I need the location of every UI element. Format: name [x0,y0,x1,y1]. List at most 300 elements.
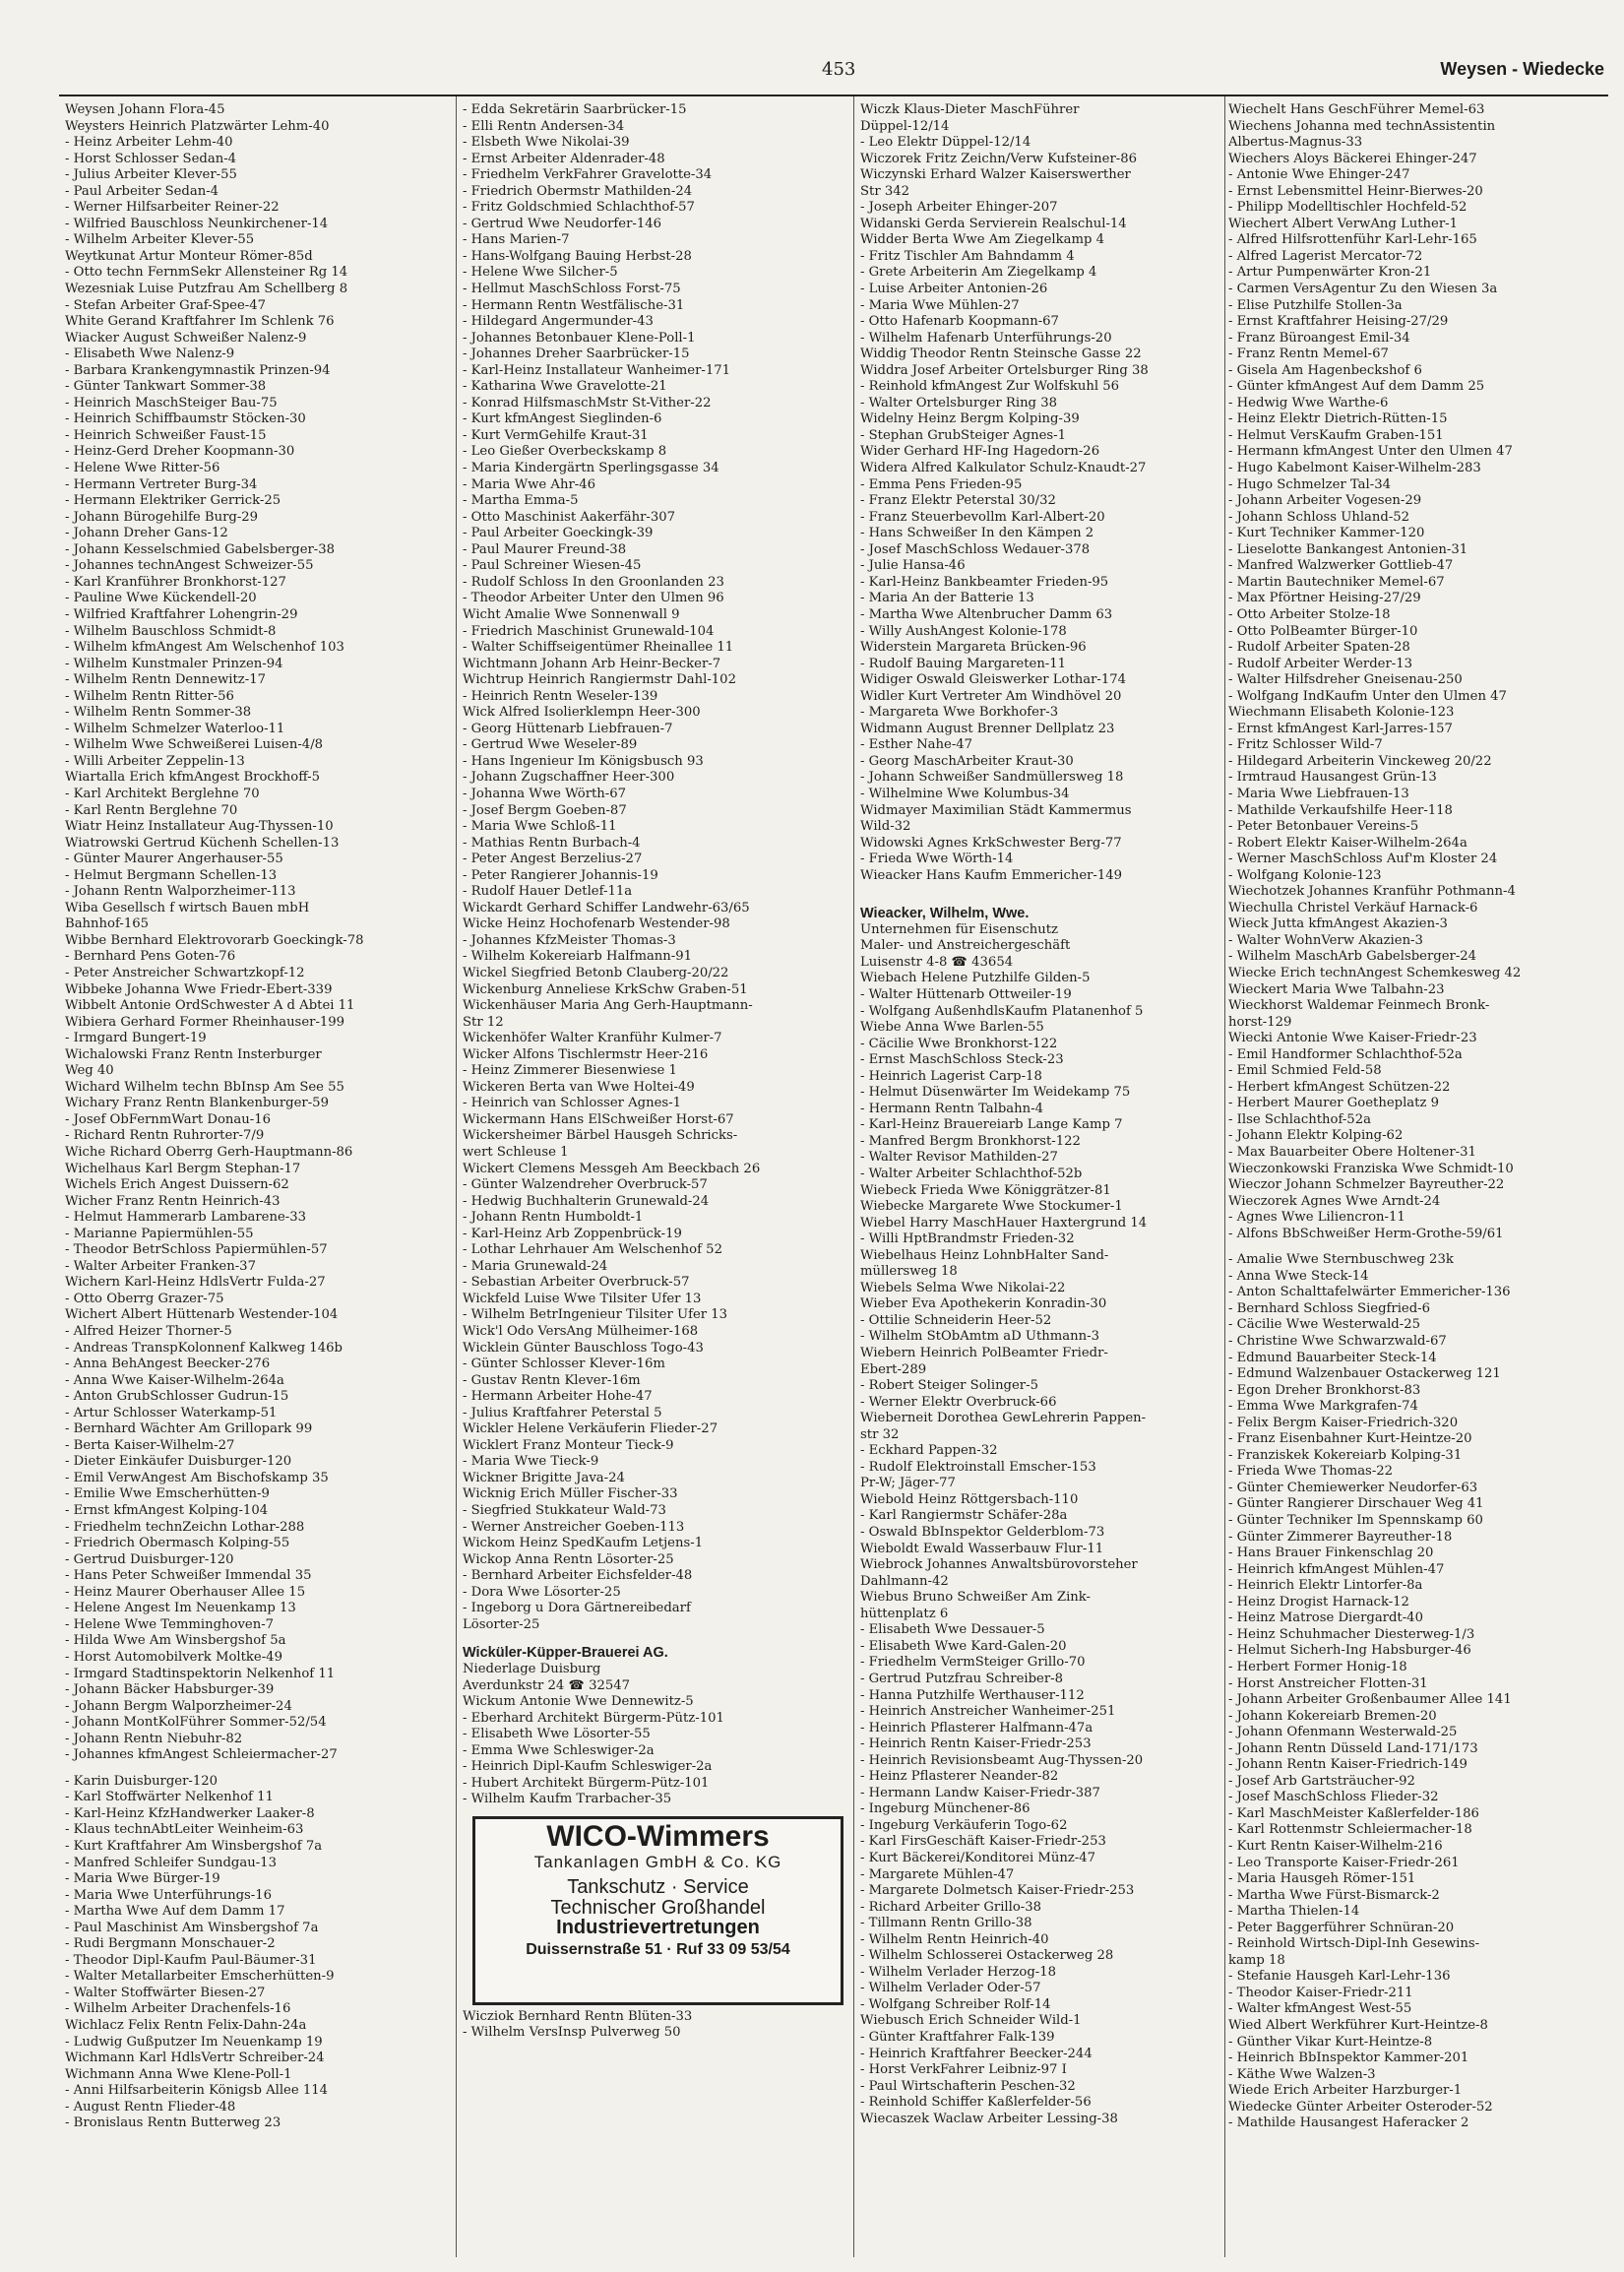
directory-entry: - Alfred Lagerist Mercator-72 [1228,248,1423,264]
directory-entry: - Hedwig Wwe Warthe-6 [1228,395,1389,410]
directory-entry: Wickardt Gerhard Schiffer Landwehr-63/65 [463,900,750,915]
directory-entry: - Helene Wwe Silcher-5 [463,265,618,281]
directory-entry: - Theodor Dipl-Kaufm Paul-Bäumer-31 [65,1952,317,1968]
directory-entry: - Hermann Vertreter Burg-34 [65,476,258,492]
directory-entry: - Antonie Wwe Ehinger-247 [1228,167,1410,183]
directory-entry: - Emil Schmied Feld-58 [1228,1063,1382,1079]
directory-entry: - Helene Wwe Temminghoven-7 [65,1616,275,1632]
directory-entry: - Helmut Düsenwärter Im Weidekamp 75 [860,1085,1131,1101]
directory-entry: Wiebe Anna Wwe Barlen-55 [860,1020,1044,1036]
directory-entry: - Werner Elektr Overbruck-66 [860,1394,1057,1410]
directory-entry: - Johann Bäcker Habsburger-39 [65,1682,275,1698]
directory-entry: - Lieselotte Bankangest Antonien-31 [1228,541,1468,557]
directory-entry: - Stefanie Hausgeh Karl-Lehr-136 [1228,1969,1451,1985]
directory-entry: - Eberhard Architekt Bürgerm-Pütz-101 [463,1710,724,1726]
directory-entry: Unternehmen für Eisenschutz [860,921,1058,937]
directory-entry: - Kurt Kraftfahrer Am Winsbergshof 7a [65,1838,323,1854]
directory-entry: - Ernst kfmAngest Kolping-104 [65,1503,269,1519]
directory-entry: - Emma Wwe Schleswiger-2a [463,1742,655,1758]
directory-entry: - Richard Arbeiter Grillo-38 [860,1899,1042,1915]
directory-entry: Weysters Heinrich Platzwärter Lehm-40 [65,118,330,134]
directory-entry: - Carmen VersAgentur Zu den Wiesen 3a [1228,282,1498,297]
directory-entry: - Karl-Heinz Brauereiarb Lange Kamp 7 [860,1117,1123,1133]
directory-entry: - Martha Thielen-14 [1228,1904,1360,1920]
directory-entry: - Hans-Wolfgang Bauing Herbst-28 [463,248,692,264]
directory-entry: Widelny Heinz Bergm Kolping-39 [860,411,1080,427]
directory-entry: Wichtrup Heinrich Rangiermstr Dahl-102 [463,672,736,688]
directory-entry: - Margarete Mühlen-47 [860,1866,1015,1882]
directory-entry: - Günther Vikar Kurt-Heintze-8 [1228,2034,1433,2050]
directory-entry: Wichlacz Felix Rentn Felix-Dahn-24a [65,2017,307,2033]
column-divider [853,96,854,2257]
directory-entry: - Heinz Schuhmacher Diesterweg-1/3 [1228,1626,1475,1642]
directory-entry: - Anna Wwe Steck-14 [1228,1268,1369,1284]
directory-entry: - Paul Maschinist Am Winsbergshof 7a [65,1920,319,1935]
directory-entry: Wied Albert Werkführer Kurt-Heintze-8 [1228,2017,1488,2033]
directory-entry: - Wilhelm Bauschloss Schmidt-8 [65,623,277,639]
directory-entry: - Horst Schlosser Sedan-4 [65,151,237,166]
directory-entry: - Gertrud Wwe Weseler-89 [463,737,638,753]
directory-entry: - Paul Maurer Freund-38 [463,541,627,557]
directory-entry: - August Rentn Flieder-48 [65,2099,236,2114]
directory-entry: Wicziok Bernhard Rentn Blüten-33 [463,2008,693,2024]
directory-entry: - Irmgard Stadtinspektorin Nelkenhof 11 [65,1666,336,1681]
directory-entry: - Wolfgang Kolonie-123 [1228,867,1382,883]
directory-entry: - Gertrud Duisburger-120 [65,1551,234,1567]
directory-entry: - Hermann Landw Kaiser-Friedr-387 [860,1785,1100,1800]
directory-entry: Wieckhorst Waldemar Feinmech Bronk- [1228,998,1490,1014]
directory-entry: Wickop Anna Rentn Lösorter-25 [463,1551,674,1567]
directory-column-1 [65,102,451,2132]
directory-entry: Wibbe Bernhard Elektrovorarb Goeckingk-78 [65,932,364,948]
directory-entry: - Alfons BbSchweißer Herm-Grothe-59/61 [1228,1226,1504,1241]
directory-entry: - Heinrich Schweißer Faust-15 [65,427,267,443]
directory-entry: - Günter Walzendreher Overbruck-57 [463,1177,708,1193]
directory-entry: - Walter Hüttenarb Ottweiler-19 [860,986,1072,1002]
directory-entry: - Josef ObFernmWart Donau-16 [65,1111,271,1127]
directory-entry: - Elisabeth Wwe Kard-Galen-20 [860,1638,1067,1654]
directory-entry: - Hildegard Angermunder-43 [463,314,654,330]
directory-entry: Wiartalla Erich kfmAngest Brockhoff-5 [65,770,320,786]
directory-entry: Wickermann Hans ElSchweißer Horst-67 [463,1111,734,1127]
directory-entry: - Heinz Drogist Harnack-12 [1228,1594,1409,1609]
running-title: Weysen - Wiedecke [1440,59,1604,79]
directory-entry: - Bernhard Schloss Siegfried-6 [1228,1300,1431,1316]
directory-entry: - Maria Grunewald-24 [463,1258,608,1274]
directory-entry: - Theodor Arbeiter Unter den Ulmen 96 [463,591,724,606]
directory-entry: - Elli Rentn Andersen-34 [463,118,625,134]
directory-entry: - Rudolf Arbeiter Werder-13 [1228,656,1413,671]
directory-entry: - Johann Rentn Humboldt-1 [463,1210,644,1226]
directory-entry: Wiebecke Margarete Wwe Stockumer-1 [860,1199,1123,1215]
directory-entry: Maler- und Anstreichergeschäft [860,938,1071,954]
directory-entry: Widowski Agnes KrkSchwester Berg-77 [860,835,1122,851]
directory-entry: Widler Kurt Vertreter Am Windhövel 20 [860,688,1122,704]
directory-entry: Wieberneit Dorothea GewLehrerin Pappen- [860,1411,1147,1426]
directory-entry: - Richard Rentn Ruhrorter-7/9 [65,1128,265,1144]
directory-entry: - Walter Hilfsdreher Gneisenau-250 [1228,672,1463,688]
directory-entry: - Heinz Pflasterer Neander-82 [860,1769,1059,1785]
directory-entry: - Günter Schlosser Klever-16m [463,1357,665,1372]
directory-entry: - Johann Bürogehilfe Burg-29 [65,509,259,525]
directory-entry: Wiechotzek Johannes Kranführ Pothmann-4 [1228,884,1516,900]
directory-entry: - Horst Automobilverk Moltke-49 [65,1649,282,1665]
directory-entry: - Rudolf Elektroinstall Emscher-153 [860,1459,1096,1475]
ad-agency-line: Industrievertretungen [556,1917,760,1939]
directory-entry: - Elisabeth Wwe Dessauer-5 [860,1622,1045,1638]
directory-entry: - Lothar Lehrhauer Am Welschenhof 52 [463,1242,722,1258]
directory-entry: - Maria Hausgeh Römer-151 [1228,1871,1416,1887]
directory-entry: - Mathias Rentn Burbach-4 [463,835,641,851]
directory-entry: Wiebel Harry MaschHauer Haxtergrund 14 [860,1215,1148,1231]
directory-entry: - Hermann Rentn Talbahn-4 [860,1101,1044,1116]
directory-entry: - Artur Schlosser Waterkamp-51 [65,1405,278,1420]
directory-entry: - Ludwig Gußputzer Im Neuenkamp 19 [65,2034,323,2050]
directory-entry: - Heinrich van Schlosser Agnes-1 [463,1096,682,1111]
directory-entry: - Heinrich Pflasterer Halfmann-47a [860,1720,1093,1736]
directory-entry: Wickum Antonie Wwe Dennewitz-5 [463,1694,694,1710]
directory-entry: - Reinhold Wirtsch-Dipl-Inh Gesewins- [1228,1936,1480,1952]
directory-entry: - Peter Anstreicher Schwartzkopf-12 [65,965,305,980]
directory-entry: Str 12 [463,1014,504,1030]
directory-entry: - Heinrich Schiffbaumstr Stöcken-30 [65,411,306,427]
directory-entry: - Johann MontKolFührer Sommer-52/54 [65,1715,327,1731]
directory-entry: Wiba Gesellsch f wirtsch Bauen mbH [65,900,310,915]
directory-entry: wert Schleuse 1 [463,1145,569,1160]
directory-entry: Wiede Erich Arbeiter Harzburger-1 [1228,2083,1463,2099]
directory-entry: - Helene Angest Im Neuenkamp 13 [65,1601,296,1616]
directory-entry: - Dieter Einkäufer Duisburger-120 [65,1454,292,1470]
directory-entry: - Heinz Maurer Oberhauser Allee 15 [65,1584,306,1600]
directory-entry: - Josef MaschSchloss Wedauer-378 [860,541,1091,557]
directory-entry: - Kurt Rentn Kaiser-Wilhelm-216 [1228,1838,1443,1854]
directory-entry: - Werner MaschSchloss Auf'm Kloster 24 [1228,852,1498,867]
directory-entry: Wickner Brigitte Java-24 [463,1470,625,1485]
directory-entry: Wieczonkowski Franziska Wwe Schmidt-10 [1228,1161,1514,1176]
directory-entry: Wiedecke Günter Arbeiter Osteroder-52 [1228,2099,1493,2114]
directory-entry: Wiczynski Erhard Walzer Kaiserswerther [860,167,1131,183]
directory-entry: - Heinz Elektr Dietrich-Rütten-15 [1228,411,1448,427]
directory-entry: - Karl Architekt Berglehne 70 [65,786,260,801]
directory-entry: - Fritz Tischler Am Bahndamm 4 [860,248,1075,264]
directory-entry: - Heinrich Revisionsbeamt Aug-Thyssen-20 [860,1752,1144,1768]
directory-entry: Wichelhaus Karl Bergm Stephan-17 [65,1161,301,1176]
directory-entry: - Karin Duisburger-120 [65,1773,219,1789]
directory-entry: Bahnhof-165 [65,916,150,932]
directory-entry: - Karl FirsGeschäft Kaiser-Friedr-253 [860,1834,1106,1850]
directory-entry: - Joseph Arbeiter Ehinger-207 [860,200,1058,216]
directory-entry: - Otto techn FernmSekr Allensteiner Rg 14 [65,265,348,281]
directory-entry: - Ottilie Schneiderin Heer-52 [860,1312,1052,1328]
page-number: 453 [822,59,856,80]
directory-entry: - Johann Zugschaffner Heer-300 [463,770,675,786]
directory-entry: - Klaus technAbtLeiter Weinheim-63 [65,1822,304,1838]
directory-entry: Albertus-Magnus-33 [1228,135,1363,151]
directory-entry: - Ingeborg u Dora Gärtnereibedarf [463,1601,691,1616]
directory-entry: Wickert Clemens Messgeh Am Beeckbach 26 [463,1161,761,1176]
directory-entry: - Wilhelm Kunstmaler Prinzen-94 [65,656,283,671]
directory-entry: Wickel Siegfried Betonb Clauberg-20/22 [463,965,729,980]
directory-entry: - Horst Anstreicher Flotten-31 [1228,1675,1428,1691]
directory-entry: - Günter Kraftfahrer Falk-139 [860,2029,1055,2045]
directory-entry: - Johann Kokereiarb Bremen-20 [1228,1708,1437,1724]
directory-entry: - Johann Arbeiter Vogesen-29 [1228,493,1422,509]
directory-entry: - Karl Kranführer Bronkhorst-127 [65,574,286,590]
directory-entry: - Johann Bergm Walporzheimer-24 [65,1698,292,1714]
directory-entry: Wicher Franz Rentn Heinrich-43 [65,1193,281,1209]
directory-entry: - Hermann Rentn Westfälische-31 [463,297,685,313]
directory-entry: - Wilhelm Rentn Dennewitz-17 [65,672,266,688]
directory-entry: - Franz Rentn Memel-67 [1228,347,1389,362]
directory-entry: - Gertrud Wwe Neudorfer-146 [463,216,661,231]
directory-entry: - Paul Arbeiter Sedan-4 [65,183,219,199]
directory-entry: - Wolfgang Schreiber Rolf-14 [860,1996,1051,2012]
directory-entry: - Maria Wwe Mühlen-27 [860,297,1020,313]
directory-entry: - Helmut VersKaufm Graben-151 [1228,427,1444,443]
directory-entry: - Walter Metallarbeiter Emscherhütten-9 [65,1969,335,1985]
directory-entry: - Gustav Rentn Klever-16m [463,1372,641,1388]
directory-entry: - Johann Schweißer Sandmüllersweg 18 [860,770,1124,786]
directory-entry: Widmayer Maximilian Städt Kammermus [860,802,1132,818]
directory-entry: - Bernhard Wächter Am Grillopark 99 [65,1421,313,1437]
directory-entry: - Andreas TranspKolonnenf Kalkweg 146b [65,1340,343,1356]
directory-entry: - Maria An der Batterie 13 [860,591,1034,606]
directory-entry: - Johann Ofenmann Westerwald-25 [1228,1725,1458,1740]
directory-entry: - Mathilde Hausangest Haferacker 2 [1228,2115,1469,2131]
directory-entry: Widiger Oswald Gleiswerker Lothar-174 [860,672,1127,688]
directory-entry: - Heinrich MaschSteiger Bau-75 [65,395,278,410]
directory-entry: müllersweg 18 [860,1264,958,1280]
directory-entry: Wezesniak Luise Putzfrau Am Schellberg 8 [65,282,348,297]
directory-entry: Wiatr Heinz Installateur Aug-Thyssen-10 [65,819,334,835]
directory-entry: - Frieda Wwe Thomas-22 [1228,1464,1394,1480]
directory-entry: Wiczk Klaus-Dieter MaschFührer [860,102,1080,117]
directory-entry: - Bernhard Arbeiter Eichsfelder-48 [463,1568,693,1584]
directory-entry: - Hermann kfmAngest Unter den Ulmen 47 [1228,444,1513,460]
directory-entry: Widerstein Margareta Brücken-96 [860,640,1087,656]
directory-entry: - Rudolf Arbeiter Spaten-28 [1228,640,1410,656]
directory-entry: - Wolfgang AußenhdlsKaufm Platanenhof 5 [860,1003,1144,1019]
directory-entry: - Wilhelm Verlader Oder-57 [860,1981,1041,1996]
directory-entry: - Otto PolBeamter Bürger-10 [1228,623,1418,639]
wico-wimmers-advertisement [472,1816,843,2005]
directory-entry: - Josef MaschSchloss Flieder-32 [1228,1790,1439,1805]
directory-entry: - Peter Rangierer Johannis-19 [463,867,658,883]
directory-entry: - Hugo Kabelmont Kaiser-Wilhelm-283 [1228,461,1481,476]
directory-entry: - Josef Bergm Goeben-87 [463,802,627,818]
directory-entry: - Wilhelm VersInsp Pulverweg 50 [463,2025,681,2041]
directory-entry: hüttenplatz 6 [860,1606,949,1621]
directory-entry: - Hildegard Arbeiterin Vinckeweg 20/22 [1228,753,1492,769]
directory-entry: Wichard Wilhelm techn BbInsp Am See 55 [65,1079,344,1095]
directory-entry: Wieber Eva Apothekerin Konradin-30 [860,1296,1107,1312]
directory-entry: - Ernst Kraftfahrer Heising-27/29 [1228,314,1449,330]
directory-entry: Wichmann Karl HdlsVertr Schreiber-24 [65,2051,325,2066]
directory-entry: - Johann Rentn Kaiser-Friedrich-149 [1228,1757,1468,1773]
directory-entry: - Franz Elektr Peterstal 30/32 [860,493,1056,509]
directory-entry: - Willi Arbeiter Zeppelin-13 [65,753,245,769]
directory-entry: - Hermann Elektriker Gerrick-25 [65,493,281,509]
directory-entry: Weysen Johann Flora-45 [65,102,225,117]
directory-entry: - Grete Arbeiterin Am Ziegelkamp 4 [860,265,1097,281]
directory-entry: - Günter Zimmerer Bayreuther-18 [1228,1529,1453,1545]
directory-entry: - Philipp Modelltischler Hochfeld-52 [1228,200,1468,216]
directory-entry: Wicknig Erich Müller Fischer-33 [463,1486,678,1502]
directory-entry: - Otto Arbeiter Stolze-18 [1228,606,1391,622]
directory-entry: Wieboldt Ewald Wasserbauw Flur-11 [860,1541,1104,1556]
directory-entry: Weg 40 [65,1063,114,1079]
directory-entry: - Käthe Wwe Walzen-3 [1228,2066,1376,2082]
directory-entry: Wiecki Antonie Wwe Kaiser-Friedr-23 [1228,1031,1477,1046]
directory-entry: Averdunkstr 24 ☎ 32547 [463,1677,631,1693]
directory-entry: - Wolfgang IndKaufm Unter den Ulmen 47 [1228,688,1507,704]
directory-entry: - Emma Wwe Markgrafen-74 [1228,1399,1418,1415]
page-header [0,57,1624,91]
directory-entry: - Hermann Arbeiter Hohe-47 [463,1389,653,1405]
directory-entry: - Heinrich kfmAngest Mühlen-47 [1228,1561,1445,1577]
directory-entry: - Siegfried Stukkateur Wald-73 [463,1503,666,1519]
directory-entry: Wieck Jutta kfmAngest Akazien-3 [1228,916,1448,932]
directory-column-4 [1228,102,1616,2132]
directory-entry: - Wilhelm Rentn Ritter-56 [65,688,234,704]
directory-entry: - Friedhelm technZeichn Lothar-288 [65,1519,305,1535]
directory-entry: - Johann Rentn Walporzheimer-113 [65,884,296,900]
directory-entry: - Leo Elektr Düppel-12/14 [860,135,1031,151]
directory-entry: - Christine Wwe Schwarzwald-67 [1228,1334,1447,1350]
directory-entry: Pr-W; Jäger-77 [860,1476,956,1491]
directory-entry: - Ernst Arbeiter Aldenrader-48 [463,151,665,166]
directory-entry: Wichalowski Franz Rentn Insterburger [65,1046,322,1062]
directory-entry: Düppel-12/14 [860,118,950,134]
directory-entry: - Gertrud Putzfrau Schreiber-8 [860,1671,1064,1686]
directory-entry: - Martha Wwe Fürst-Bismarck-2 [1228,1887,1440,1903]
directory-entry: - Karl-Heinz Bankbeamter Frieden-95 [860,574,1109,590]
directory-entry: - Wilhelm Rentn Heinrich-40 [860,1931,1049,1947]
directory-entry: - Johann Dreher Gans-12 [65,526,228,541]
directory-entry: - Hans Brauer Finkenschlag 20 [1228,1546,1434,1561]
directory-entry: Wickeren Berta van Wwe Holtei-49 [463,1079,695,1095]
directory-entry: - Peter Betonbauer Vereins-5 [1228,819,1419,835]
directory-entry: Widdig Theodor Rentn Steinsche Gasse 22 [860,347,1142,362]
ad-trade-line: Technischer Großhandel [550,1896,766,1919]
directory-entry: - Gisela Am Hagenbeckshof 6 [1228,362,1422,378]
directory-entry: - Stephan GrubSteiger Agnes-1 [860,427,1067,443]
directory-entry: - Karl Rottenmstr Schleiermacher-18 [1228,1822,1472,1838]
directory-entry: Wichels Erich Angest Duissern-62 [65,1177,289,1193]
directory-entry: - Pauline Wwe Kückendell-20 [65,591,257,606]
directory-entry: - Maria Wwe Tieck-9 [463,1454,599,1470]
directory-entry: - Elsbeth Wwe Nikolai-39 [463,135,630,151]
directory-entry: - Esther Nahe-47 [860,737,973,753]
directory-entry: - Friedrich Obermasch Kolping-55 [65,1536,290,1551]
ad-service-line: Tankschutz · Service [567,1875,749,1898]
directory-entry: Luisenstr 4-8 ☎ 43654 [860,954,1014,970]
directory-entry: - Maria Kindergärtn Sperlingsgasse 34 [463,461,719,476]
directory-entry: - Karl MaschMeister Kaßlerfelder-186 [1228,1805,1479,1821]
directory-entry: Dahlmann-42 [860,1573,949,1589]
directory-entry: - Johann Kesselschmied Gabelsberger-38 [65,541,336,557]
directory-entry: - Johann Arbeiter Großenbaumer Allee 141 [1228,1692,1512,1708]
ad-address: Duissernstraße 51 · Ruf 33 09 53/54 [526,1940,790,1958]
directory-entry: Wickenburg Anneliese KrkSchw Graben-51 [463,981,748,997]
directory-entry: - Günter Rangierer Dirschauer Weg 41 [1228,1496,1484,1512]
directory-entry: - Karl Rentn Berglehne 70 [65,802,238,818]
directory-entry: Wicker Alfons Tischlermstr Heer-216 [463,1046,709,1062]
directory-entry: - Tillmann Rentn Grillo-38 [860,1916,1032,1931]
directory-entry: - Wilhelm Arbeiter Drachenfels-16 [65,2001,291,2017]
directory-entry: Widera Alfred Kalkulator Schulz-Knaudt-27 [860,461,1147,476]
directory-entry: Widdra Josef Arbeiter Ortelsburger Ring 38 [860,362,1149,378]
directory-entry: Wickfeld Luise Wwe Tilsiter Ufer 13 [463,1291,702,1306]
directory-entry: Wiebern Heinrich PolBeamter Friedr- [860,1346,1108,1361]
directory-entry: Wiche Richard Oberrg Gerh-Hauptmann-86 [65,1145,353,1160]
directory-entry: - Kurt Bäckerei/Konditorei Münz-47 [860,1850,1096,1865]
directory-entry: Wiebusch Erich Schneider Wild-1 [860,2013,1082,2029]
column-divider [456,96,457,2257]
directory-entry: - Dora Wwe Lösorter-25 [463,1584,621,1600]
directory-column-3 [860,102,1226,2127]
directory-entry: - Walter Stoffwärter Biesen-27 [65,1985,266,2000]
directory-entry: - Hellmut MaschSchloss Forst-75 [463,282,681,297]
directory-entry: - Margareta Wwe Borkhofer-3 [860,705,1059,721]
directory-entry: - Maria Wwe Liebfrauen-13 [1228,786,1409,801]
directory-entry: - Alfred Heizer Thorner-5 [65,1324,232,1340]
directory-entry: - Wilhelm kfmAngest Am Welschenhof 103 [65,640,344,656]
directory-entry: - Martha Emma-5 [463,493,579,509]
directory-entry: - Heinrich Elektr Lintorfer-8a [1228,1578,1423,1594]
directory-entry: - Werner Anstreicher Goeben-113 [463,1519,685,1535]
directory-entry: Wichert Albert Hüttenarb Westender-104 [65,1307,339,1323]
directory-entry: - Franz Eisenbahner Kurt-Heintze-20 [1228,1431,1472,1447]
directory-entry: - Peter Angest Berzelius-27 [463,852,643,867]
directory-entry: - Leo Transporte Kaiser-Friedr-261 [1228,1855,1460,1870]
directory-entry: - Heinrich Rentn Weseler-139 [463,688,658,704]
directory-entry: - Johannes KfzMeister Thomas-3 [463,932,676,948]
directory-entry: - Johannes kfmAngest Schleiermacher-27 [65,1747,338,1763]
directory-entry: - Otto Maschinist Aakerfähr-307 [463,509,676,525]
directory-entry: - Marianne Papiermühlen-55 [65,1226,254,1241]
directory-entry: - Julius Kraftfahrer Peterstal 5 [463,1405,662,1420]
directory-entry: - Max Pförtner Heising-27/29 [1228,591,1421,606]
directory-entry: - Karl-Heinz KfzHandwerker Laaker-8 [65,1805,315,1821]
directory-entry: Wicklein Günter Bauschloss Togo-43 [463,1340,704,1356]
directory-entry: - Heinrich Lagerist Carp-18 [860,1068,1042,1084]
directory-entry: - Cäcilie Wwe Bronkhorst-122 [860,1036,1058,1051]
directory-entry: - Anton GrubSchlosser Gudrun-15 [65,1389,289,1405]
business-heading: Wicküler-Küpper-Brauerei AG. [463,1645,668,1662]
directory-entry: - Wilhelm Kaufm Trarbacher-35 [463,1792,672,1807]
directory-entry: Wiatrowski Gertrud Küchenh Schellen-13 [65,835,340,851]
directory-entry: Wichern Karl-Heinz HdlsVertr Fulda-27 [65,1275,326,1291]
directory-entry: - Willi HptBrandmstr Frieden-32 [860,1231,1075,1247]
directory-entry: Wild-32 [860,819,911,835]
directory-entry: - Hugo Schmelzer Tal-34 [1228,476,1391,492]
directory-entry: - Wilhelm Schlosserei Ostackerweg 28 [860,1948,1114,1964]
directory-entry: - Ingeburg Verkäuferin Togo-62 [860,1817,1068,1833]
directory-entry: - Kurt VermGehilfe Kraut-31 [463,427,649,443]
directory-entry: - Karl Stoffwärter Nelkenhof 11 [65,1790,274,1805]
spacer [860,884,1226,894]
directory-entry: - Theodor BetrSchloss Papiermühlen-57 [65,1242,328,1258]
directory-entry: Wick Alfred Isolierklempn Heer-300 [463,705,701,721]
directory-entry: kamp 18 [1228,1952,1285,1968]
directory-entry: - Wilhelm Wwe Schweißerei Luisen-4/8 [65,737,324,753]
directory-entry: Wiechers Aloys Bäckerei Ehinger-247 [1228,151,1477,166]
directory-entry: - Bernhard Pens Goten-76 [65,949,236,965]
directory-column-2 [463,102,849,2042]
directory-entry: - Luise Arbeiter Antonien-26 [860,282,1048,297]
directory-entry: - Friedhelm VermSteiger Grillo-70 [860,1655,1086,1671]
